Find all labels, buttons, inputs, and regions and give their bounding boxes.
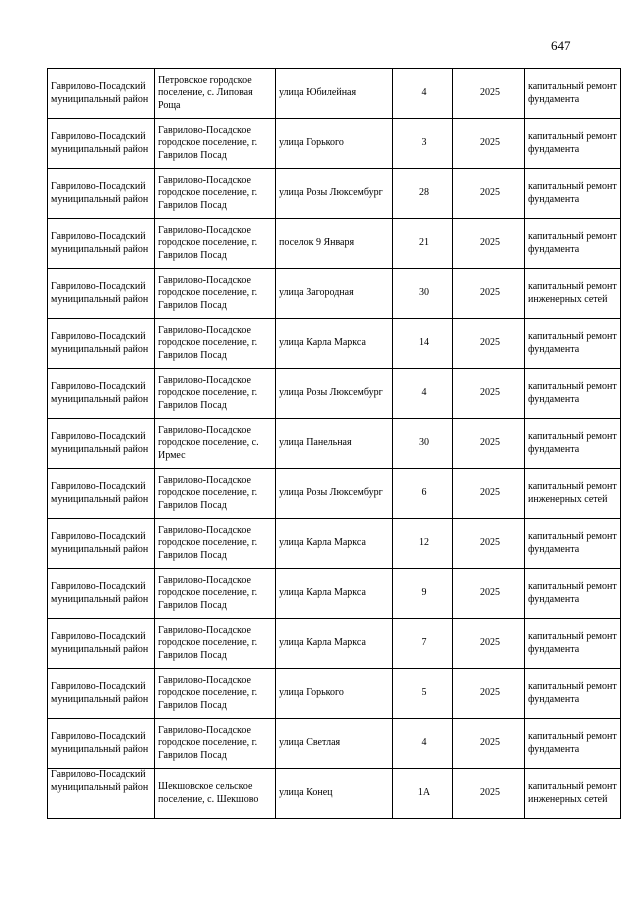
year-cell: 2025 [453, 369, 525, 419]
settlement-cell: Гаврилово-Посадское городское поселение, г. Гаврилов Посад [155, 619, 276, 669]
table-row [48, 269, 621, 319]
house-number-cell: 30 [393, 419, 453, 469]
year-cell: 2025 [453, 669, 525, 719]
street-cell: улица Конец [276, 769, 393, 819]
settlement-cell: Гаврилово-Посадское городское поселение, г. Гаврилов Посад [155, 219, 276, 269]
district-cell: Гаврилово-Посадский муниципальный район [48, 569, 155, 619]
settlement-cell: Гаврилово-Посадское городское поселение, г. Гаврилов Посад [155, 119, 276, 169]
work-type-cell: капитальный ремонт инженерных сетей [525, 269, 621, 319]
work-type-cell: капитальный ремонт фундамента [525, 419, 621, 469]
street-cell: улица Горького [276, 119, 393, 169]
street-cell: улица Загородная [276, 269, 393, 319]
house-number-cell: 30 [393, 269, 453, 319]
district-cell: Гаврилово-Посадский муниципальный район [48, 219, 155, 269]
district-cell: Гаврилово-Посадский муниципальный район [48, 369, 155, 419]
year-cell: 2025 [453, 419, 525, 469]
settlement-cell: Гаврилово-Посадское городское поселение, г. Гаврилов Посад [155, 669, 276, 719]
settlement-cell: Гаврилово-Посадское городское поселение, г. Гаврилов Посад [155, 519, 276, 569]
repair-schedule-table [47, 68, 621, 819]
table-row [48, 119, 621, 169]
year-cell: 2025 [453, 219, 525, 269]
year-cell: 2025 [453, 519, 525, 569]
district-cell: Гаврилово-Посадский муниципальный район [48, 619, 155, 669]
work-type-cell: капитальный ремонт фундамента [525, 69, 621, 119]
house-number-cell: 4 [393, 69, 453, 119]
settlement-cell: Петровское городское поселение, с. Липовая Роща [155, 69, 276, 119]
district-cell: Гаврилово-Посадский муниципальный район [48, 419, 155, 469]
table-row [48, 469, 621, 519]
settlement-cell: Шекшовское сельское поселение, с. Шекшово [155, 769, 276, 819]
settlement-cell: Гаврилово-Посадское городское поселение, г. Гаврилов Посад [155, 469, 276, 519]
house-number-cell: 3 [393, 119, 453, 169]
table-row [48, 69, 621, 119]
table-row [48, 369, 621, 419]
table-row [48, 569, 621, 619]
district-cell: Гаврилово-Посадский муниципальный район [48, 719, 155, 769]
district-cell: Гаврилово-Посадский муниципальный район [48, 119, 155, 169]
year-cell: 2025 [453, 319, 525, 369]
table-row [48, 769, 621, 819]
year-cell: 2025 [453, 69, 525, 119]
settlement-cell: Гаврилово-Посадское городское поселение, г. Гаврилов Посад [155, 369, 276, 419]
table-row [48, 669, 621, 719]
street-cell: улица Розы Люксембург [276, 169, 393, 219]
work-type-cell: капитальный ремонт инженерных сетей [525, 769, 621, 819]
table-row [48, 619, 621, 669]
work-type-cell: капитальный ремонт фундамента [525, 569, 621, 619]
work-type-cell: капитальный ремонт фундамента [525, 169, 621, 219]
year-cell: 2025 [453, 469, 525, 519]
house-number-cell: 12 [393, 519, 453, 569]
street-cell: улица Розы Люксембург [276, 369, 393, 419]
settlement-cell: Гаврилово-Посадское городское поселение, г. Гаврилов Посад [155, 719, 276, 769]
table-row [48, 319, 621, 369]
house-number-cell: 9 [393, 569, 453, 619]
year-cell: 2025 [453, 769, 525, 819]
house-number-cell: 1А [393, 769, 453, 819]
year-cell: 2025 [453, 719, 525, 769]
house-number-cell: 4 [393, 369, 453, 419]
work-type-cell: капитальный ремонт инженерных сетей [525, 469, 621, 519]
settlement-cell: Гаврилово-Посадское городское поселение, г. Гаврилов Посад [155, 269, 276, 319]
district-cell: Гаврилово-Посадский муниципальный район [48, 519, 155, 569]
district-cell: Гаврилово-Посадский муниципальный район [48, 769, 155, 819]
settlement-cell: Гаврилово-Посадское городское поселение, г. Гаврилов Посад [155, 169, 276, 219]
street-cell: улица Карла Маркса [276, 319, 393, 369]
street-cell: улица Карла Маркса [276, 569, 393, 619]
street-cell: улица Панельная [276, 419, 393, 469]
work-type-cell: капитальный ремонт фундамента [525, 369, 621, 419]
work-type-cell: капитальный ремонт фундамента [525, 619, 621, 669]
street-cell: улица Юбилейная [276, 69, 393, 119]
street-cell: улица Розы Люксембург [276, 469, 393, 519]
table-row [48, 419, 621, 469]
work-type-cell: капитальный ремонт фундамента [525, 219, 621, 269]
page-number: 647 [551, 38, 571, 53]
street-cell: улица Горького [276, 669, 393, 719]
district-cell: Гаврилово-Посадский муниципальный район [48, 69, 155, 119]
street-cell: улица Светлая [276, 719, 393, 769]
work-type-cell: капитальный ремонт фундамента [525, 119, 621, 169]
house-number-cell: 6 [393, 469, 453, 519]
work-type-cell: капитальный ремонт фундамента [525, 669, 621, 719]
house-number-cell: 4 [393, 719, 453, 769]
work-type-cell: капитальный ремонт фундамента [525, 719, 621, 769]
district-cell: Гаврилово-Посадский муниципальный район [48, 669, 155, 719]
table-row [48, 219, 621, 269]
district-cell: Гаврилово-Посадский муниципальный район [48, 319, 155, 369]
district-cell: Гаврилово-Посадский муниципальный район [48, 269, 155, 319]
year-cell: 2025 [453, 169, 525, 219]
street-cell: улица Карла Маркса [276, 619, 393, 669]
house-number-cell: 14 [393, 319, 453, 369]
year-cell: 2025 [453, 569, 525, 619]
table-body [48, 69, 621, 819]
district-cell: Гаврилово-Посадский муниципальный район [48, 169, 155, 219]
house-number-cell: 5 [393, 669, 453, 719]
street-cell: улица Карла Маркса [276, 519, 393, 569]
house-number-cell: 7 [393, 619, 453, 669]
table-row [48, 719, 621, 769]
work-type-cell: капитальный ремонт фундамента [525, 319, 621, 369]
year-cell: 2025 [453, 269, 525, 319]
year-cell: 2025 [453, 119, 525, 169]
settlement-cell: Гаврилово-Посадское городское поселение, с. Ирмес [155, 419, 276, 469]
settlement-cell: Гаврилово-Посадское городское поселение, г. Гаврилов Посад [155, 319, 276, 369]
district-cell: Гаврилово-Посадский муниципальный район [48, 469, 155, 519]
year-cell: 2025 [453, 619, 525, 669]
table-row [48, 519, 621, 569]
house-number-cell: 21 [393, 219, 453, 269]
settlement-cell: Гаврилово-Посадское городское поселение, г. Гаврилов Посад [155, 569, 276, 619]
table-row [48, 169, 621, 219]
house-number-cell: 28 [393, 169, 453, 219]
work-type-cell: капитальный ремонт фундамента [525, 519, 621, 569]
street-cell: поселок 9 Января [276, 219, 393, 269]
